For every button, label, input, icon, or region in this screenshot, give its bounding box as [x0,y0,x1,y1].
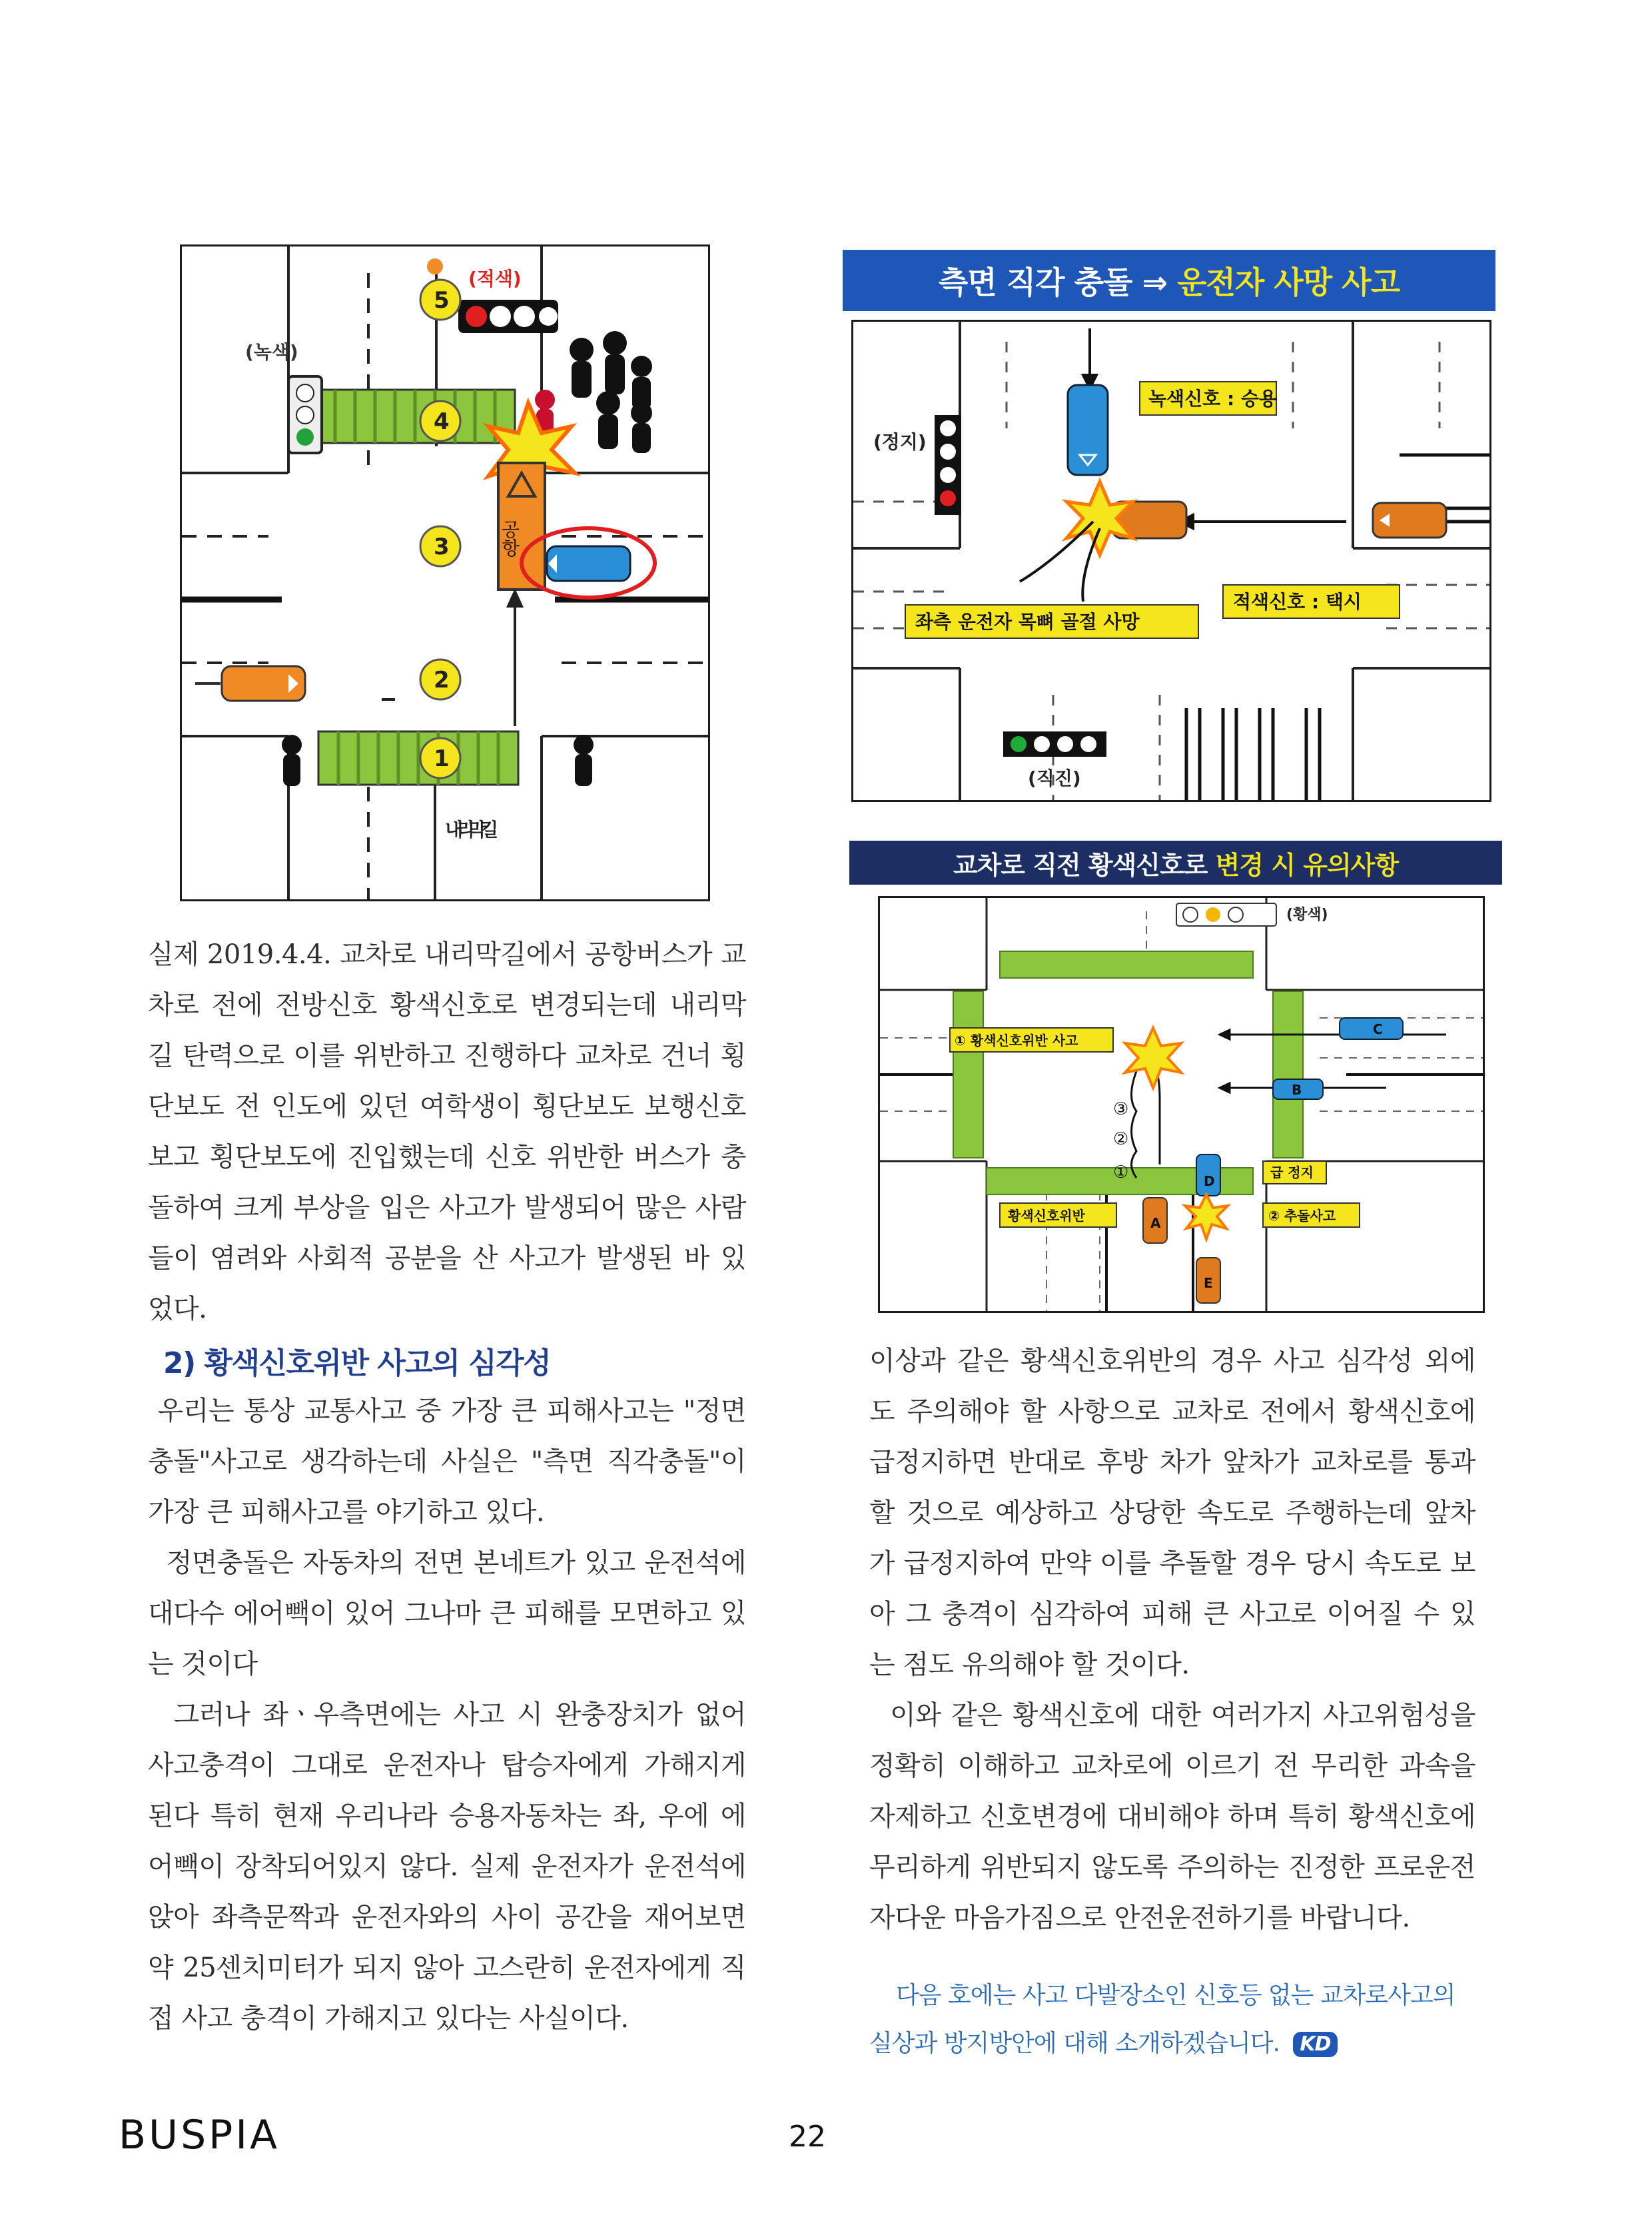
closing-note-text: 다음 호에는 사고 다발장소인 신호등 없는 교차로사고의 실상과 방지방안에 대해 소개하겠습니다. [869,1982,1455,2057]
marker-3: ③ [1113,1099,1129,1119]
svg-text:B: B [1292,1082,1302,1098]
green-signal-car-icon [1068,385,1108,475]
yellow-signal-svg [880,898,1483,1311]
crosswalk-top [315,390,515,443]
red-signal-taxi-icon [1373,503,1446,538]
traffic-light-go [1003,731,1106,757]
marker-5 [420,280,460,320]
right-paragraph-2: 이와 같은 황색신호에 대한 여러가지 사고위험성을 정확히 이해하고 교차로에 이르기 전 무리한 과속을 자제하고 신호변경에 대비해야 하며 특히 황색신호에 무리하게 위반되지 않도록 주의하는 진정한 프로운전자다운 마음가짐으로 안전운전하기를 바랍니다. [869,1700,1484,1933]
traffic-light-stop [935,415,961,515]
bus-accident-svg [182,246,708,899]
marker-2 [420,660,460,699]
label-violation-accident: ① 황색신호위반 사고 [955,1033,1078,1049]
bus-label: 공항 [498,520,521,557]
label-sudden-stop: 급 정지 [1270,1164,1314,1180]
signal-green-label: (녹색) [245,341,298,363]
label-stop: (정지) [873,431,927,453]
pedestrian-left-icon [282,735,302,786]
left-paragraph-2: 정면충돌은 자동차의 전면 본네트가 있고 운전석에 대다수 에어빽이 있어 그나마 큰 피해를 모면하고 있는 것이다 [148,1548,755,1679]
car-a-icon [1143,1198,1167,1243]
right-body [869,1336,1484,1943]
bus-accident-diagram [180,244,710,901]
side-collision-diagram [851,320,1491,802]
side-collision-svg [853,322,1489,800]
svg-text:3: 3 [434,534,450,560]
label-straight: (직진) [1028,767,1081,789]
svg-text:1: 1 [434,745,450,772]
crosswalk-bottom [318,731,518,785]
marker-1 [420,738,460,778]
marker-2: ② [1113,1129,1129,1149]
page-number: 22 [789,2120,826,2154]
svg-text:E: E [1204,1275,1213,1291]
signal-red-label: (적색) [468,268,522,290]
label-green-car: 녹색신호 : 승용 [1148,388,1277,410]
pedestrian-right-icon [574,735,594,786]
footer-brand: BUSPIA [119,2112,280,2158]
svg-text:2: 2 [434,667,450,693]
kd-logo-icon: KD [1293,2032,1337,2057]
label-rear-end: ② 추돌사고 [1268,1208,1336,1224]
diagram2-banner-white: 측면 직각 충돌 ⇒ [938,264,1178,300]
svg-text:5: 5 [434,287,450,314]
side-road-label: 내리막길 [445,819,498,841]
car-d-icon [1196,1154,1220,1196]
diagram2-banner [843,250,1495,311]
svg-text:4: 4 [434,408,450,435]
label-red-taxi: 적색신호 : 택시 [1233,591,1362,613]
car-c-icon [1340,1018,1403,1039]
traffic-light-yellow [1176,903,1276,926]
marker-3 [420,526,460,566]
intro-paragraph: 실제 2019.4.4. 교차로 내리막길에서 공항버스가 교차로 전에 전방신호 황색신호로 변경되는데 내리막길 탄력으로 이를 위반하고 진행하다 교차로 건너 횡단보도 전 인도에 있던 여학생이 횡단보도 보행신호보고 횡단보도에 진입했는데 신호 위반한 버스가 충돌하여 크게 부상을 입은 사고가 발생되어 많은 사람들이 염려와 사회적 공분을 산 사고가 발생된 바 있었다. [148,939,746,1324]
label-yellow-signal: (황색) [1286,907,1328,923]
car-b-icon [1273,1079,1323,1099]
marker-4 [420,401,460,441]
diagram3-banner-white: 교차로 직전 황색신호로 [953,850,1216,880]
diagram3-banner-yellow: 변경 시 유의사항 [1215,850,1399,880]
svg-text:A: A [1150,1215,1161,1231]
closing-note [869,1972,1475,2068]
right-paragraph-1: 이상과 같은 황색신호위반의 경우 사고 심각성 외에도 주의해야 할 사항으로 교차로 전에서 황색신호에 급정지하면 반대로 후방 차가 앞차가 교차로를 통과할 것으로 예상하고 상당한 속도로 주행하는데 앞차가 급정지하여 만약 이를 추돌할 경우 당시 속도로 보아 그 충격이 심각하여 피해 큰 사고로 이어질 수 있는 점도 유의해야 할 것이다. [869,1346,1484,1680]
label-fatality: 좌측 운전자 목뼈 골절 사망 [915,611,1140,633]
left-paragraph-1: 우리는 통상 교통사고 중 가장 큰 피해사고는 "정면충돌"사고로 생각하는데 사실은 "측면 직각충돌"이 가장 큰 피해사고를 야기하고 있다. [148,1396,755,1528]
left-paragraph-3: 그러나 좌ㆍ우측면에는 사고 시 완충장치가 없어 사고충격이 그대로 운전자나 탑승자에게 가해지게 된다 특히 현재 우리나라 승용자동차는 좌, 우에 에어빽이 장착되어있지 않다. 실제 운전자가 운전석에 앉아 좌측문짝과 운전자와의 사이 공간을 재어보면 약 25센치미터가 되지 않아 고스란히 운전자에게 직접 사고 충격이 가해지고 있다는 사실이다. [148,1699,755,2034]
yellow-signal-diagram [878,896,1485,1313]
collision-star-lower-icon [1185,1194,1228,1239]
orange-car-icon [195,666,305,701]
car-e-icon [1196,1258,1220,1303]
diagram2-banner-yellow: 운전자 사망 사고 [1177,264,1400,300]
marker-1: ① [1113,1162,1129,1182]
svg-text:C: C [1373,1021,1383,1037]
diagram3-banner [849,841,1502,885]
label-violation: 황색신호위반 [1008,1208,1085,1224]
svg-text:D: D [1204,1173,1215,1189]
section-heading: 2) 황색신호위반 사고의 심각성 [163,1346,551,1380]
traffic-light-green [288,376,322,453]
left-body [148,1386,755,2044]
